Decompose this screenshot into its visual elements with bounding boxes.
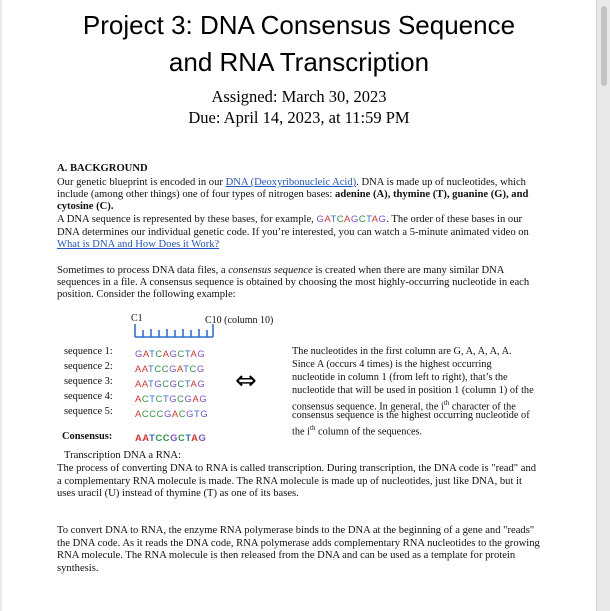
assigned-date: Assigned: March 30, 2023 <box>211 87 387 106</box>
sequence-4-label: sequence 4: <box>64 391 113 402</box>
nucleotide-letter: C <box>141 408 150 419</box>
text-fragment: . The order of these bases in our <box>386 214 523 225</box>
nucleotide-letter: C <box>178 432 186 443</box>
nucleotide-letter: C <box>177 393 185 404</box>
nucleotide-letter: A <box>142 348 150 359</box>
nucleotide-letter: T <box>149 393 156 404</box>
column-brackets-graphic <box>129 323 219 345</box>
nucleotide-letter: G <box>169 348 178 359</box>
nucleotide-letter: C <box>155 348 163 359</box>
nucleotide-letter: A <box>135 408 142 419</box>
sequence-5-label: sequence 5: <box>64 406 113 417</box>
text-fragment: Our genetic blueprint is encoded in our <box>57 177 226 188</box>
text-fragment: . DNA is made up of nucleotides, which <box>356 177 526 188</box>
text-fragment: include (among other things) one of four types of nitrogen bases: <box>57 189 336 200</box>
nucleotide-letter: G <box>186 408 195 419</box>
nucleotide-letter: A <box>191 432 199 443</box>
due-date: Due: April 14, 2023, at 11:59 PM <box>188 108 410 127</box>
nucleotide-letter: G <box>170 432 179 443</box>
consensus-italic: consensus sequence <box>228 265 313 276</box>
sequence-3-label: sequence 3: <box>64 376 113 387</box>
nucleotide-letter: C <box>162 378 170 389</box>
vertical-scrollbar[interactable] <box>598 0 610 611</box>
sequence-5-value <box>135 408 208 419</box>
nucleotide-letter: G <box>198 432 207 443</box>
nucleotide-letter: T <box>183 363 190 374</box>
transcription-heading: Transcription DNA a RNA: <box>64 450 182 461</box>
page-title-line-2: and RNA Transcription <box>168 47 430 77</box>
nucleotide-letter: A <box>171 408 179 419</box>
nucleotide-letter: T <box>149 348 156 359</box>
text-fragment: is created when there are many similar DNA <box>312 265 505 276</box>
background-para-1-line-3: cytosine (C). <box>57 201 114 212</box>
section-heading-background: A. BACKGROUND <box>57 163 148 174</box>
nucleotide-letter: A <box>190 378 198 389</box>
nucleotide-letter: C <box>141 393 150 404</box>
nucleotide-letter: C <box>161 363 170 374</box>
nucleotide-letter: C <box>178 408 187 419</box>
nucleotide-letter: T <box>184 348 191 359</box>
nucleotide-letter: A <box>190 348 198 359</box>
transcription-para-2-line-2: the DNA code. As it reads the DNA code, RNA polymerase adds complementary RNA nucleotides to the growing <box>57 538 540 549</box>
superscript: th <box>443 399 450 407</box>
nucleotide-letter: A <box>135 432 143 443</box>
explain-line-1: The nucleotides in the first column are G, A, A, A, A. <box>292 346 512 357</box>
nucleotide-letter: A <box>192 393 200 404</box>
transcription-para-1-line-2: a complementary RNA molecule is made. The RNA molecule is made up of nucleotides, just like DNA, but it <box>57 476 522 487</box>
nucleotide-letter: G <box>197 348 206 359</box>
explain-line-7 <box>292 422 422 439</box>
background-para-2-line-1 <box>57 214 522 227</box>
nucleotide-letter: T <box>149 432 156 443</box>
sequence-3-value <box>135 378 205 389</box>
sequence-2-label: sequence 2: <box>64 361 113 372</box>
background-para-1-line-1 <box>57 177 526 190</box>
nucleotide-letter: T <box>194 408 201 419</box>
background-para-1-line-2 <box>57 189 528 202</box>
scrollbar-thumb[interactable] <box>601 6 607 86</box>
nucleotide-letter: G <box>163 408 172 419</box>
nucleotide-letter: C <box>155 393 163 404</box>
page-title-line-1: Project 3: DNA Consensus Sequence <box>82 10 516 40</box>
column-1-label: C1 <box>131 313 143 324</box>
text-fragment: consensus sequence. In general, the i <box>292 401 444 413</box>
nucleotide-letter: G <box>197 378 206 389</box>
nucleotide-letter: T <box>185 432 192 443</box>
equivalence-arrow-icon: ⇔ <box>235 366 257 396</box>
example-sequence: GATCAGCTAG <box>316 214 387 225</box>
explain-line-2: Since A (occurs 4 times) is the highest occurring <box>292 359 492 370</box>
text-fragment: Sometimes to process DNA data files, a <box>57 265 229 276</box>
nucleotide-letter: C <box>156 408 164 419</box>
nucleotide-letter: A <box>135 378 142 389</box>
text-fragment: A DNA sequence is represented by these bases, for example, <box>57 214 317 225</box>
nucleotide-letter: C <box>155 432 163 443</box>
nucleotide-letter: T <box>162 393 170 404</box>
sequence-1-value <box>135 348 205 359</box>
nucleotide-letter: A <box>141 378 149 389</box>
nucleotide-letter: C <box>162 432 171 443</box>
transcription-para-1-line-3: uses uracil (U) instead of thymine (T) as one of its bases. <box>57 488 299 499</box>
nucleotide-letter: G <box>169 393 178 404</box>
nucleotide-letter: C <box>177 378 185 389</box>
nucleotide-letter: C <box>149 408 157 419</box>
explain-line-4: nucleotide that will be used in position 1 (column 1) of the <box>292 385 534 396</box>
nucleotide-letter: T <box>184 378 191 389</box>
consensus-label: Consensus: <box>62 431 113 442</box>
nucleotide-letter: G <box>184 393 193 404</box>
nucleotide-letter: G <box>135 348 143 359</box>
video-link[interactable]: What is DNA and How Does it Work? <box>57 239 220 250</box>
consensus-value <box>135 432 206 443</box>
nucleotide-letter: G <box>196 363 205 374</box>
sequence-4-value <box>135 393 207 404</box>
transcription-para-2-line-4: synthesis. <box>57 563 99 574</box>
transcription-para-2-line-1: To convert DNA to RNA, the enzyme RNA polymerase binds to the DNA at the beginning of a gene and "reads" <box>57 525 535 536</box>
transcription-para-1-line-1: The process of converting DNA to RNA is called transcription. During transcription, the DNA code is "read" and <box>57 463 537 474</box>
column-10-label: C10 (column 10) <box>205 315 274 326</box>
text-fragment: character of the <box>449 401 516 413</box>
sequence-1-label: sequence 1: <box>64 346 113 357</box>
nucleotide-letter: C <box>177 348 185 359</box>
sequence-2-value <box>135 363 205 374</box>
nucleotide-letter: A <box>135 393 142 404</box>
background-para-2-line-2: DNA determines our individual genetic code. If you’re interested, you can watch a 5-minute animated video on <box>57 227 529 238</box>
nucleotide-letter: C <box>154 363 162 374</box>
nucleotide-letter: T <box>148 363 155 374</box>
document-page <box>2 0 597 611</box>
nucleotide-letter: G <box>169 363 177 374</box>
nucleotide-letter: C <box>189 363 197 374</box>
bases-bold-text: adenine (A), thymine (T), guanine (G), and <box>335 189 529 200</box>
nucleotide-letter: A <box>177 363 184 374</box>
nucleotide-letter: A <box>162 348 170 359</box>
background-para-3-line-3: position. Consider the following example: <box>57 289 236 300</box>
text-fragment: the i <box>292 426 311 438</box>
nucleotide-letter: A <box>142 432 150 443</box>
nucleotide-letter: G <box>154 378 163 389</box>
nucleotide-letter: A <box>141 363 149 374</box>
nucleotide-letter: G <box>200 408 209 419</box>
background-para-3-line-2: sequences in a file. A consensus sequence is obtained by choosing the most highly-occurring nucleotide in each <box>57 277 530 288</box>
nucleotide-letter: T <box>148 378 155 389</box>
transcription-para-2-line-3: RNA molecule. The RNA molecule is then released from the DNA and can be used as a template for protein <box>57 550 516 561</box>
dna-link[interactable]: DNA (Deoxyribonucleic Acid) <box>225 177 357 188</box>
background-para-3-line-1 <box>57 265 504 278</box>
text-fragment: column of the sequences. <box>315 426 423 438</box>
nucleotide-letter: A <box>135 363 142 374</box>
nucleotide-letter: G <box>169 378 178 389</box>
superscript: th <box>310 424 316 432</box>
nucleotide-letter: G <box>199 393 208 404</box>
explain-line-3: nucleotide in column 1 (from left to right), that’s the <box>292 372 508 383</box>
explain-line-6: consensus sequence is the highest occurring nucleotide of <box>292 410 530 421</box>
